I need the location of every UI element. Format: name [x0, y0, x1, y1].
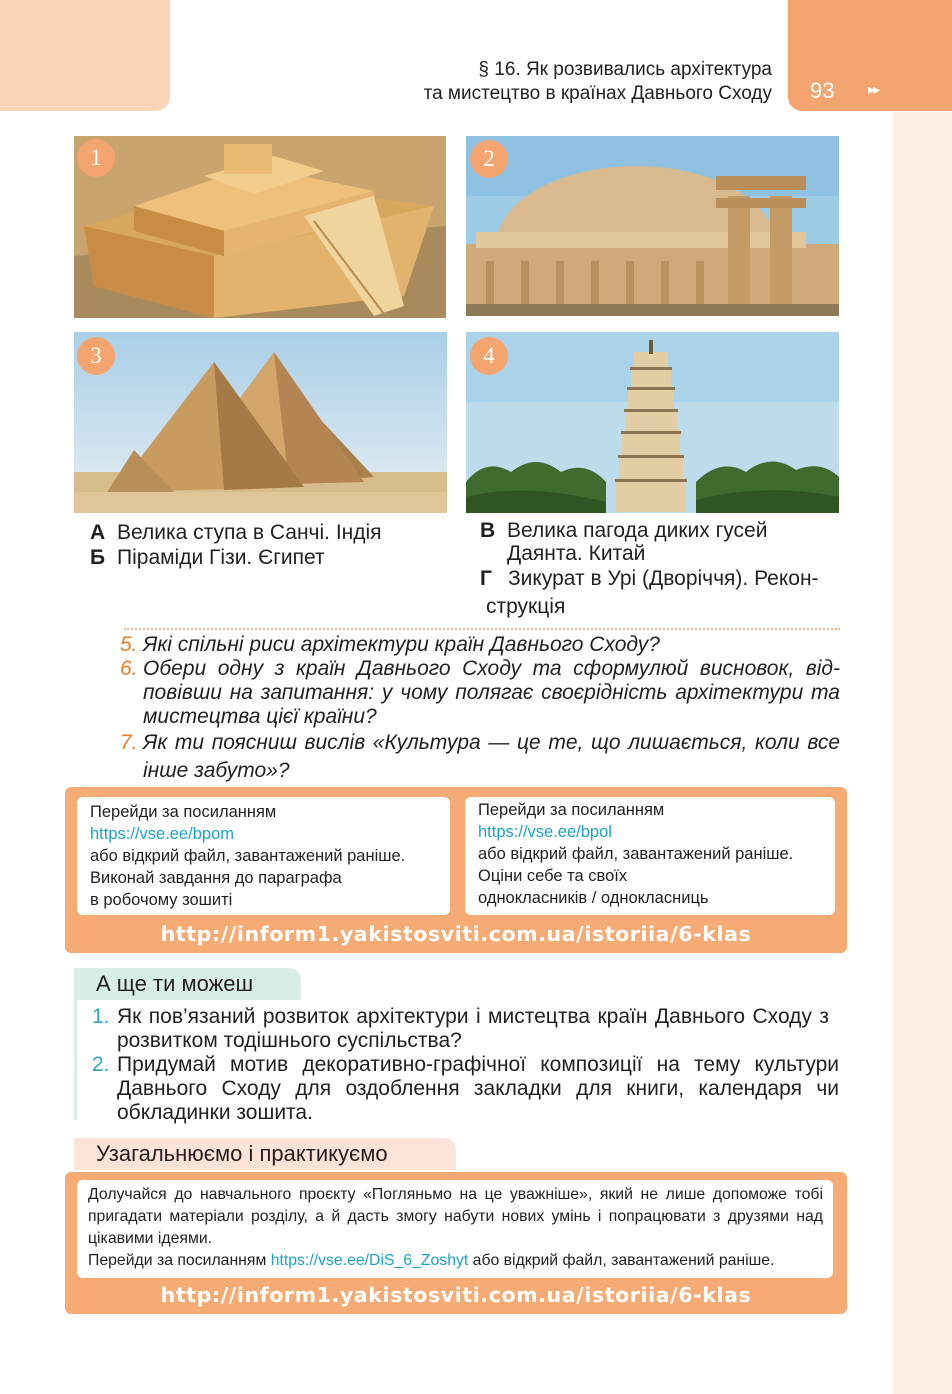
caption-g	[480, 567, 840, 619]
card-text: або відкрий файл, завантажений раніше.	[90, 847, 406, 865]
section-title-line2: та мистецтво в країнах Давнього Сходу	[423, 83, 772, 104]
task-card-right	[465, 797, 835, 915]
section-title	[300, 58, 772, 106]
task-card-left	[77, 797, 450, 915]
summary-resource-url[interactable]: http://inform1.yakistosviti.com.ua/istoriia/6-klas	[160, 1283, 752, 1307]
card-text: або відкрий файл, завантажений раніше.	[478, 845, 794, 863]
more-tasks-title: А ще ти можеш	[96, 971, 254, 996]
item-number: 1.	[92, 1005, 110, 1028]
more-tasks-tab	[74, 968, 301, 1000]
photo-badge-3: 3	[77, 337, 115, 375]
question-number: 7.	[120, 731, 138, 754]
caption-g-line2: струкція	[486, 595, 566, 618]
caption-v-line1: Велика пагода диких гусей	[507, 519, 768, 542]
item-text: Як пов’язаний розвиток архітектури і мистецтва країн Давнього Сходу з розвитком тодішнього суспільства?	[117, 1005, 829, 1052]
more-tasks-border	[74, 1000, 77, 1120]
question-7	[120, 729, 840, 785]
page-number: 93	[810, 78, 835, 103]
photo-badge-1: 1	[77, 139, 115, 177]
question-text: Які спільні риси архітектури країн Давнього Сходу?	[143, 633, 660, 656]
margin-strip	[893, 112, 952, 1394]
card-text: в робочому зошиті	[90, 891, 233, 909]
card-text: Перейди за посиланням	[478, 801, 665, 819]
caption-a	[90, 521, 450, 545]
more-item-2	[92, 1053, 840, 1125]
more-item-1	[92, 1005, 840, 1053]
caption-g-letter: Г	[480, 567, 492, 590]
ziggurat-illustration	[74, 136, 446, 318]
photo-badge-4: 4	[470, 337, 508, 375]
summary-link-suffix: або відкрий файл, завантажений раніше.	[468, 1252, 775, 1269]
caption-g-line1: Зикурат в Урі (Дворіччя). Рекон-	[508, 567, 819, 590]
question-number: 6.	[120, 657, 138, 680]
summary-text: Долучайся до навчального проєкту «Погляньмо на це уважніше», який не лише допоможе тобі пригадати матеріали розділу, а й дасть змогу набути нових умінь і попрацювати з друзями над цікавими ідеями.	[88, 1186, 823, 1247]
question-text: Обери одну з країн Давнього Сходу та сформулюй висновок, відповівши на запитання: у чому полягає своєрідність архітектури та мистецтва цієї країни?	[143, 657, 840, 728]
summary-title: Узагальнюємо і практикуємо	[96, 1141, 388, 1166]
pyramids-photo	[74, 332, 447, 513]
summary-card	[77, 1180, 833, 1278]
pagoda-photo	[466, 332, 839, 513]
card-text: однокласників / однокласниць	[478, 889, 709, 907]
caption-b-text: Піраміди Гізи. Єгипет	[117, 546, 325, 569]
question-text: Як ти поясниш вислів «Культура — це те, що лишається, коли все інше забуто»?	[143, 731, 840, 782]
card-text: Перейди за посиланням	[90, 803, 277, 821]
summary-link-line	[88, 1250, 823, 1272]
summary-tab	[74, 1138, 456, 1170]
header-tab-left	[0, 0, 170, 111]
divider	[124, 628, 840, 630]
summary-link[interactable]: https://vse.ee/DiS_6_Zoshyt	[270, 1252, 469, 1269]
task-link-left[interactable]: https://vse.ee/bpom	[90, 825, 234, 843]
question-6	[120, 657, 840, 729]
question-number: 5.	[120, 633, 138, 656]
caption-a-letter: А	[90, 521, 106, 544]
photo-badge-2: 2	[470, 140, 508, 178]
stupa-photo	[466, 136, 839, 316]
task-link-right[interactable]: https://vse.ee/bpol	[478, 823, 612, 841]
caption-v-line2: Даянта. Китай	[507, 542, 646, 565]
caption-b	[90, 546, 450, 570]
card-text: Оціни себе та своїх	[478, 867, 628, 885]
caption-v-letter: В	[480, 519, 496, 542]
card-text: Виконай завдання до параграфа	[90, 869, 342, 887]
caption-v	[480, 519, 840, 567]
resource-url[interactable]: http://inform1.yakistosviti.com.ua/istoriia/6-klas	[160, 922, 752, 946]
item-number: 2.	[92, 1053, 110, 1076]
section-title-line1: § 16. Як розвивались архітектура	[478, 59, 772, 80]
item-text: Придумай мотив декоративно-графічної композиції на тему культури Давнього Сходу для оздоблення закладки для книги, календаря чи обкладинки зошита.	[117, 1053, 839, 1124]
online-tasks-panel	[65, 787, 847, 953]
caption-a-text: Велика ступа в Санчі. Індія	[117, 521, 382, 544]
question-5	[120, 633, 840, 657]
caption-b-letter: Б	[90, 546, 106, 569]
summary-link-prefix: Перейди за посиланням	[88, 1252, 271, 1269]
next-arrows-icon: ▸▸	[868, 82, 879, 98]
